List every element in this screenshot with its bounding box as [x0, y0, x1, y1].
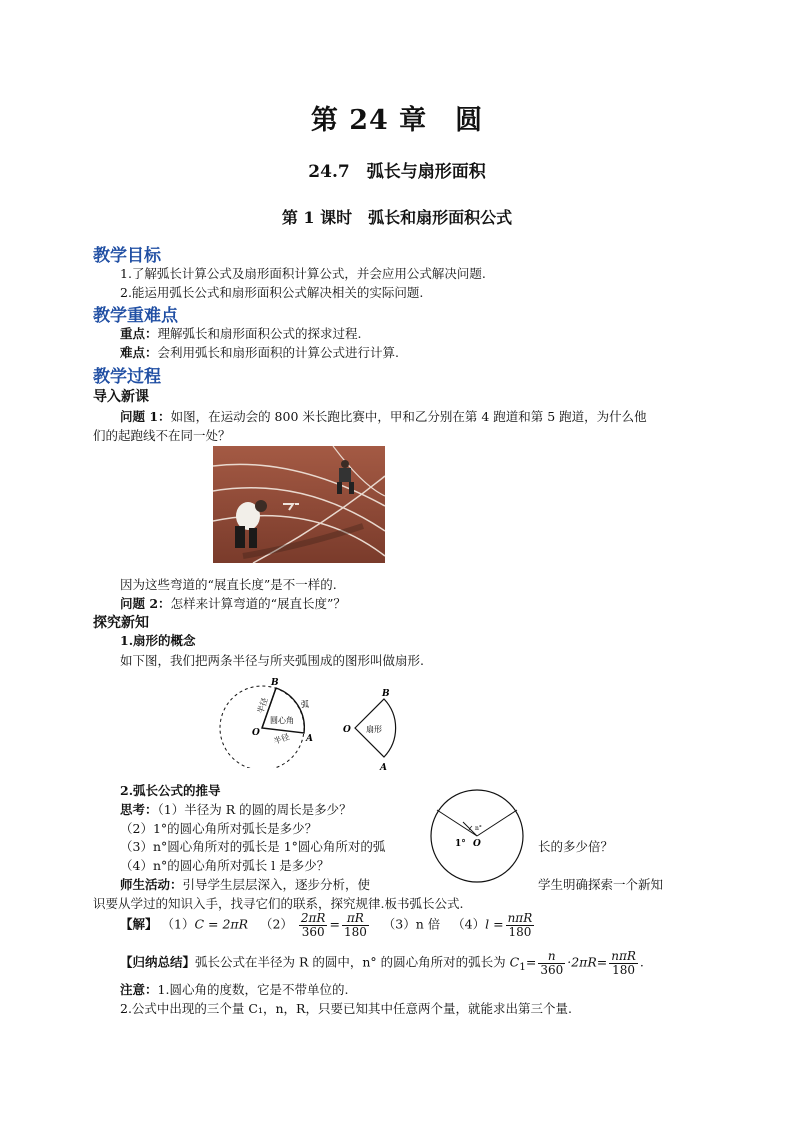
activity-line [120, 875, 370, 893]
q1-label: 问题 1： [120, 409, 171, 424]
sector-text: 如下图，我们把两条半径与所夹弧围成的图形叫做扇形. [120, 653, 424, 668]
sol2-prefix: （2） [259, 916, 293, 932]
note-1: 1.圆心角的度数，它是不带单位的. [157, 982, 349, 997]
q2-label: 问题 2： [120, 596, 171, 611]
think-4: （4）n°的圆心角所对弧长 l 是多少？ [120, 858, 330, 873]
think-3a: （3）n°圆心角所对的弧长是 1°圆心角所对的弧 [120, 839, 386, 854]
summary-frac-2: $\frac{\text{nπR}}{180}$ [611, 949, 636, 977]
intro-heading: 导入新课 [93, 389, 149, 405]
circle-label-O: O [473, 839, 481, 849]
label-A: A [306, 734, 313, 744]
difficulty-label: 难点： [120, 345, 158, 360]
label-O: O [252, 728, 260, 738]
focus-text: 理解弧长和扇形面积公式的探求过程. [157, 326, 362, 341]
focus-label: 重点： [120, 326, 158, 341]
label-B: B [271, 678, 279, 688]
angle-label: 圆心角 [270, 716, 294, 725]
activity-label: 师生活动： [120, 877, 183, 892]
sector2-label-B: B [382, 689, 390, 699]
sol4-frac: $\frac{\text{nπR}}{180}$ [507, 911, 533, 939]
sector2-text-label: 扇形 [366, 725, 382, 734]
activity-text-a: 引导学生层层深入，逐步分析，使 [182, 877, 371, 892]
note-1-line [120, 980, 348, 998]
note-label: 注意： [120, 982, 158, 997]
goals-heading: 教学目标 [93, 246, 161, 266]
sector-shape-figure [340, 686, 410, 774]
degree-circle-figure [425, 788, 529, 884]
think-1-line [120, 800, 352, 818]
sol2-eq: = [329, 916, 340, 932]
difficulty-line [120, 343, 399, 361]
arc-heading: 2.弧长公式的推导 [120, 783, 221, 798]
summary-end: . [639, 954, 644, 970]
solution-label: 【解】 [120, 916, 158, 932]
sector2-label-A: A [380, 763, 387, 773]
q1-text: 如图，在运动会的 800 米长跑比赛中，甲和乙分别在第 4 跑道和第 5 跑道，为什么他 [170, 409, 647, 424]
think-1: （1）半径为 R 的圆的周长是多少？ [157, 802, 352, 817]
sector-heading: 1.扇形的概念 [120, 633, 196, 648]
process-heading: 教学过程 [93, 367, 161, 387]
circle-label-angle: 1° [455, 839, 466, 849]
sol3: （3）n 倍 [382, 916, 441, 932]
goal-item-2: 2.能运用弧长公式和扇形面积公式解决相关的实际问题. [120, 285, 424, 300]
summary-eq: = [525, 954, 537, 970]
summary-mid: ·2πR= [567, 954, 608, 970]
question-2 [120, 594, 346, 612]
radius-label-2: 半径 [272, 732, 291, 747]
focus-line [120, 324, 362, 342]
lesson-title: 第 1 课时 弧长和扇形面积公式 [281, 208, 513, 227]
summary-sub: 1 [519, 961, 526, 974]
sol2-frac-1: $\frac{2\pi R}{360}$ [300, 911, 326, 939]
sol1-prefix: （1） [161, 916, 195, 932]
summary-c: C [509, 954, 520, 970]
summary-text: 弧长公式在半径为 R 的圆中，n° 的圆心角所对的弧长为 [195, 954, 506, 970]
q1-text-line2: 们的起跑线不在同一处？ [93, 428, 231, 443]
activity-text-line2: 识要从学过的知识入手，找寻它们的联系，探究规律.板书弧长公式. [93, 896, 464, 911]
answer-1: 因为这些弯道的“展直长度”是不一样的. [120, 577, 337, 592]
key-points-heading: 教学重难点 [93, 306, 178, 326]
sol1-formula: C = 2πR [194, 916, 249, 932]
sol4-prefix: （4） [452, 916, 486, 932]
sector-figure [210, 673, 330, 768]
circle-label-n: n° [475, 825, 482, 832]
goal-item-1: 1.了解弧长计算公式及扇形面积计算公式，并会应用公式解决问题. [120, 266, 486, 281]
sol4-lhs: l = [485, 916, 504, 932]
sector2-label-O: O [343, 725, 351, 735]
section-title: 24.7 弧长与扇形面积 [308, 162, 486, 182]
running-track-photo [213, 446, 385, 563]
think-3b: 长的多少倍？ [538, 839, 614, 854]
q2-text: 怎样来计算弯道的“展直长度”？ [170, 596, 346, 611]
think-2: （2）1°的圆心角所对弧长是多少？ [120, 821, 318, 836]
summary-label: 【归纳总结】 [120, 954, 196, 970]
explore-heading: 探究新知 [93, 615, 149, 631]
summary-line [120, 950, 644, 976]
activity-text-b: 学生明确探索一个新知 [538, 877, 664, 892]
note-2: 2.公式中出现的三个量 C₁，n，R，只要已知其中任意两个量，就能求出第三个量. [120, 1001, 572, 1016]
radius-label-1: 半径 [255, 696, 270, 715]
arc-label: 弧 [301, 700, 309, 709]
question-1 [120, 407, 647, 425]
summary-frac-1: $\frac{n}{360}$ [540, 949, 564, 977]
think-label: 思考： [120, 802, 158, 817]
solution-line [120, 912, 536, 938]
chapter-title: 第 24 章 圆 [310, 105, 484, 136]
difficulty-text: 会利用弧长和扇形面积的计算公式进行计算. [157, 345, 399, 360]
sol2-frac-2: $\frac{\pi R}{180}$ [343, 911, 367, 939]
